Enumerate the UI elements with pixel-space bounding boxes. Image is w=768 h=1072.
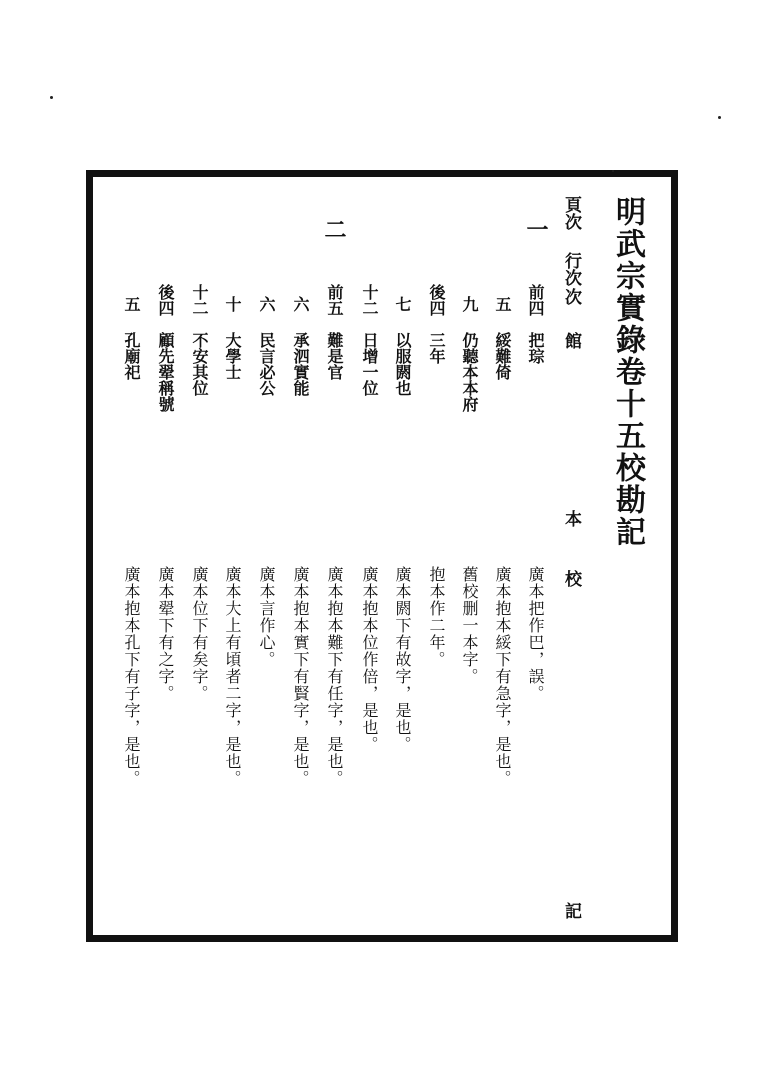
row-9-pos: 十	[223, 296, 242, 312]
scan-speck	[612, 170, 614, 172]
row-10-term: 不安其位	[190, 332, 209, 396]
row-5-note: 廣本抱本位作倍，是也。	[360, 566, 379, 753]
row-2-term: 仍聽本本府	[460, 332, 479, 412]
row-1-pos: 五	[493, 296, 512, 312]
row-4-pos: 七	[393, 296, 412, 312]
row-8-term: 民言必公	[257, 332, 276, 396]
row-7-pos: 六	[291, 296, 310, 312]
header-edition-label: 本	[561, 510, 581, 527]
header-line-char: 次	[561, 288, 581, 305]
row-3-pos: 後四	[427, 284, 446, 316]
row-10-pos: 十二	[190, 284, 209, 316]
row-8-note: 廣本言作心。	[257, 566, 276, 668]
row-2-pos: 九	[460, 296, 479, 312]
inner-border	[92, 176, 672, 936]
row-8-pos: 六	[257, 296, 276, 312]
row-1-note: 廣本抱本綏下有急字，是也。	[493, 566, 512, 787]
row-11-term: 顧先翚稱號	[156, 332, 175, 412]
row-0-note: 廣本把作巴，誤。	[526, 566, 545, 702]
document-title: 明武宗實錄卷十五校勘記	[610, 196, 645, 548]
row-6-note: 廣本抱本難下有任字，是也。	[325, 566, 344, 787]
header-page-label: 頁次	[561, 196, 581, 230]
row-6-pos: 前五	[325, 284, 344, 316]
row-5-pos: 十二	[360, 284, 379, 316]
row-9-term: 大學士	[223, 332, 242, 380]
row-4-note: 廣本閼下有故字，是也。	[393, 566, 412, 753]
row-11-pos: 後四	[156, 284, 175, 316]
row-12-note: 廣本抱本孔下有子字，是也。	[122, 566, 141, 787]
row-12-term: 孔廟祀	[122, 332, 141, 380]
row-1-term: 綏難倚	[493, 332, 512, 380]
header-source-label: 館	[561, 332, 581, 349]
row-5-term: 日增一位	[360, 332, 379, 396]
row-0-pos: 前四	[526, 284, 545, 316]
row-10-note: 廣本位下有矣字。	[190, 566, 209, 702]
row-2-note: 舊校删一本字。	[460, 566, 479, 685]
header-notes-label: 記	[561, 902, 581, 919]
row-9-note: 廣本大上有頃者二字，是也。	[223, 566, 242, 787]
header-line-label: 行次	[561, 252, 581, 286]
page-number-1: 一	[523, 218, 549, 240]
row-3-note: 抱本作二年。	[427, 566, 446, 668]
row-11-note: 廣本翚下有之字。	[156, 566, 175, 702]
row-7-term: 承泗實能	[291, 332, 310, 396]
row-0-term: 把琮	[526, 332, 545, 364]
page-number-2: 二	[321, 218, 347, 240]
scan-speck	[718, 116, 721, 119]
header-collation-label: 校	[561, 570, 581, 587]
scan-speck	[50, 96, 53, 99]
row-7-note: 廣本抱本實下有賢字，是也。	[291, 566, 310, 787]
row-12-pos: 五	[122, 296, 141, 312]
row-6-term: 難是官	[325, 332, 344, 380]
row-3-term: 三年	[427, 332, 446, 364]
row-4-term: 以服閼也	[393, 332, 412, 396]
